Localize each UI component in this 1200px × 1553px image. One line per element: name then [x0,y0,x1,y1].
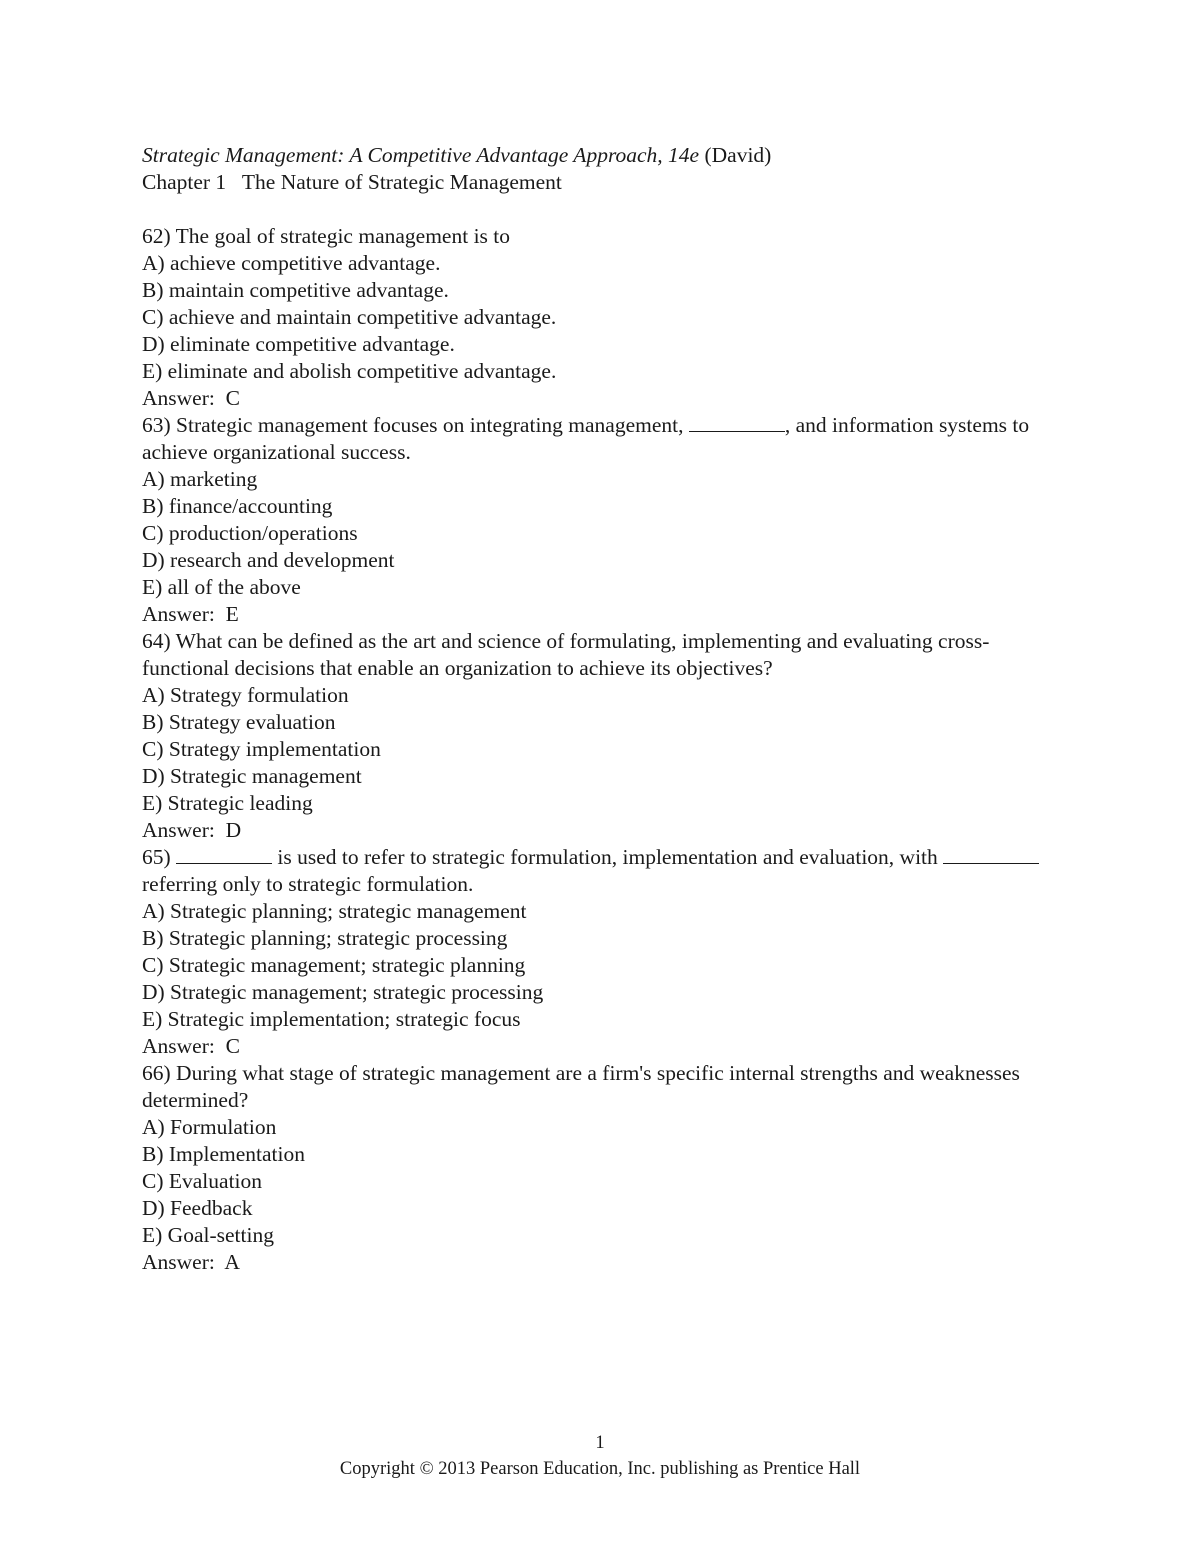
book-title-line [142,142,1042,169]
choice-a: A) achieve competitive advantage. [142,251,441,275]
choice-c: C) achieve and maintain competitive advantage. [142,305,557,329]
fill-in-blank [176,844,272,864]
choice-c: C) production/operations [142,521,358,545]
answer-key: Answer: C [142,386,240,410]
page-number: 1 [595,1433,605,1453]
choice-e: E) Strategic implementation; strategic focus [142,1007,521,1031]
question-62 [142,223,1042,412]
choice-a: A) Strategy formulation [142,683,349,707]
question-text: The goal of strategic management is to [175,224,511,248]
page-content [142,142,1042,1276]
choice-b: B) maintain competitive advantage. [142,278,449,302]
blank-line [142,196,1042,223]
choice-d: D) Feedback [142,1196,253,1220]
answer-key: Answer: E [142,602,239,626]
question-number: 66) [142,1061,171,1085]
choice-c: C) Strategic management; strategic planning [142,953,526,977]
choice-e: E) all of the above [142,575,301,599]
question-number: 62) [142,224,171,248]
fill-in-blank [689,412,785,432]
copyright-notice: Copyright © 2013 Pearson Education, Inc. publishing as Prentice Hall [339,1459,861,1479]
answer-key: Answer: C [142,1034,240,1058]
choice-a: A) Strategic planning; strategic management [142,899,527,923]
choice-b: B) finance/accounting [142,494,333,518]
book-author: (David) [704,143,772,167]
question-text-after-blank: , and information systems to achieve organizational success. [142,413,1030,464]
question-text-after-second-blank: referring only to strategic formulation. [142,872,474,896]
choice-d: D) Strategic management; strategic processing [142,980,544,1004]
choice-e: E) eliminate and abolish competitive advantage. [142,359,557,383]
question-text-after-first-blank: is used to refer to strategic formulation, implementation and evaluation, with [277,845,938,869]
question-64 [142,628,1042,844]
question-65 [142,844,1042,1060]
question-stem [142,412,1042,466]
question-number: 64) [142,629,171,653]
choice-e: E) Goal-setting [142,1223,274,1247]
chapter-heading: Chapter 1 The Nature of Strategic Management [142,170,562,194]
question-stem [142,1060,1042,1114]
choice-d: D) research and development [142,548,395,572]
choice-c: C) Evaluation [142,1169,263,1193]
question-text: What can be defined as the art and science of formulating, implementing and evaluating cross-functional decisions that enable an organization to achieve its objectives? [142,629,990,680]
question-stem [142,844,1042,898]
question-stem [142,628,1042,682]
question-text-before-blank: Strategic management focuses on integrating management, [176,413,684,437]
choice-e: E) Strategic leading [142,791,313,815]
answer-key: Answer: A [142,1250,240,1274]
question-number: 63) [142,413,171,437]
question-63 [142,412,1042,628]
question-66 [142,1060,1042,1276]
choice-b: B) Implementation [142,1142,306,1166]
question-number: 65) [142,845,171,869]
question-stem [142,223,1042,250]
choice-d: D) Strategic management [142,764,362,788]
choice-b: B) Strategic planning; strategic processing [142,926,508,950]
choice-d: D) eliminate competitive advantage. [142,332,455,356]
choice-a: A) marketing [142,467,258,491]
book-title: Strategic Management: A Competitive Advantage Approach, 14e [142,143,700,167]
fill-in-blank [943,844,1039,864]
choice-b: B) Strategy evaluation [142,710,336,734]
choice-c: C) Strategy implementation [142,737,381,761]
question-text: During what stage of strategic management are a firm's specific internal strengths and weaknesses determined? [142,1061,1020,1112]
answer-key: Answer: D [142,818,242,842]
choice-a: A) Formulation [142,1115,277,1139]
